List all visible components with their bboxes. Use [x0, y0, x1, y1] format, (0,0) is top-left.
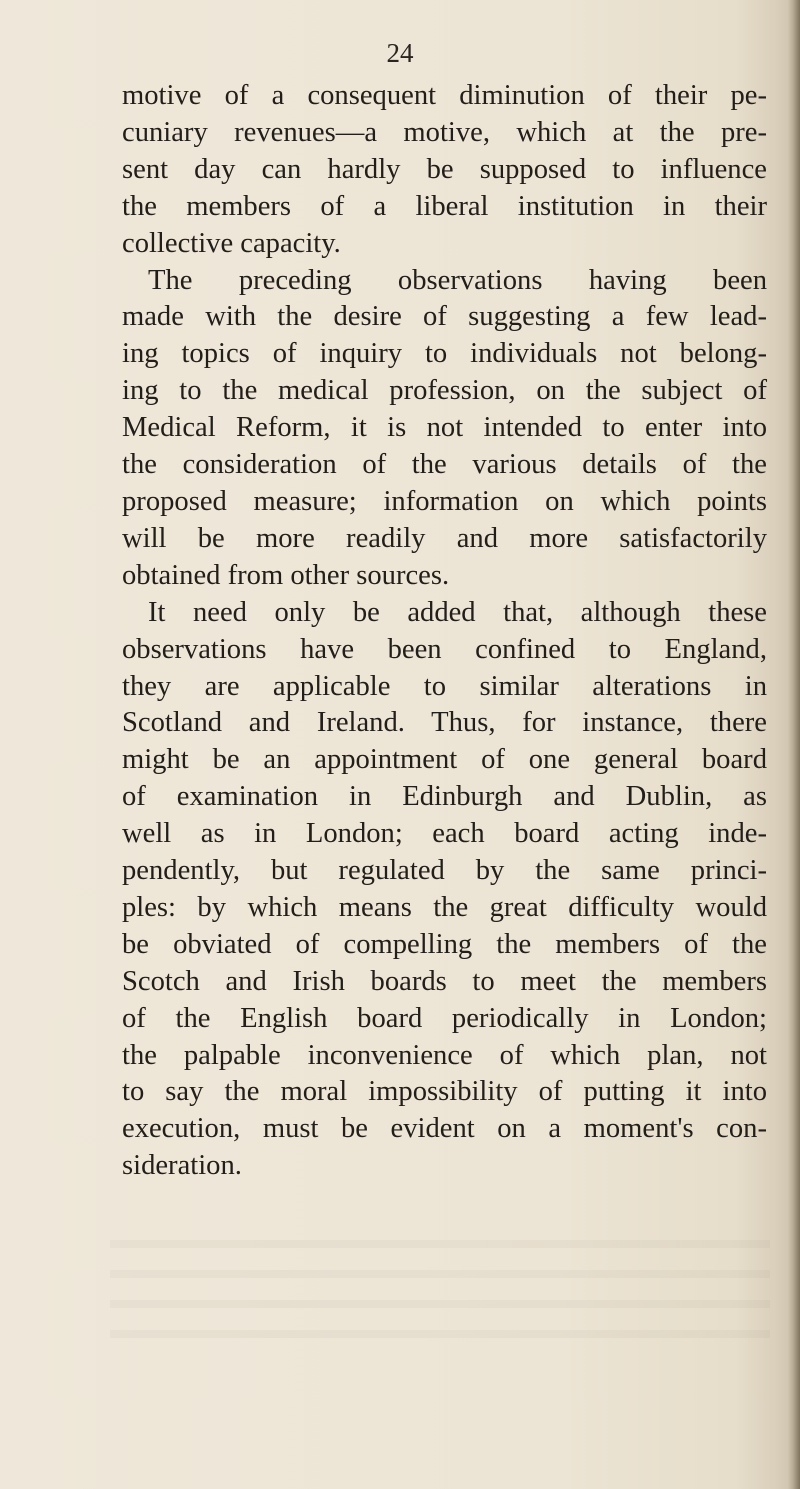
body-text — [122, 78, 767, 1185]
text-line: ples: by which means the great difficulty would — [122, 891, 767, 923]
text-line: Medical Reform, it is not intended to enter into — [122, 412, 767, 444]
text-line: ing to the medical profession, on the subject of — [122, 375, 767, 407]
text-line: Scotch and Irish boards to meet the members — [122, 965, 767, 997]
text-line: execution, must be evident on a moment's con- — [122, 1113, 767, 1145]
text-line: well as in London; each board acting inde- — [122, 818, 767, 850]
text-line: they are applicable to similar alterations in — [122, 670, 767, 702]
page-edge-shadow — [788, 0, 800, 1489]
text-line: the consideration of the various details of the — [122, 449, 767, 481]
text-line: pendently, but regulated by the same princi- — [122, 855, 767, 887]
paragraph-start-line: It need only be added that, although these — [148, 596, 767, 628]
page-number: 24 — [386, 38, 414, 68]
text-line: observations have been confined to England, — [122, 633, 767, 665]
text-line: sent day can hardly be supposed to influence — [122, 153, 767, 185]
text-line: the members of a liberal institution in their — [122, 190, 767, 222]
text-line: made with the desire of suggesting a few lead- — [122, 301, 767, 333]
text-line: Scotland and Ireland. Thus, for instance, there — [122, 707, 767, 739]
text-line: obtained from other sources. — [122, 559, 450, 591]
paragraph-start-line: The preceding observations having been — [148, 264, 767, 296]
text-line: cuniary revenues—a motive, which at the pre- — [122, 116, 767, 148]
text-line: be obviated of compelling the members of the — [122, 928, 767, 960]
text-line: ing topics of inquiry to individuals not belong- — [122, 338, 767, 370]
text-line: the palpable inconvenience of which plan, not — [122, 1039, 767, 1071]
text-line: motive of a consequent diminution of their pe- — [122, 80, 767, 111]
text-line: sideration. — [122, 1150, 242, 1182]
text-line: will be more readily and more satisfactorily — [122, 522, 767, 554]
text-line: might be an appointment of one general board — [122, 744, 767, 776]
show-through-texture — [110, 1240, 770, 1360]
text-line: to say the moral impossibility of putting it into — [122, 1076, 767, 1108]
text-line: of examination in Edinburgh and Dublin, as — [122, 781, 767, 813]
text-line: collective capacity. — [122, 227, 341, 259]
text-line: proposed measure; information on which points — [122, 485, 767, 517]
text-line: of the English board periodically in London; — [122, 1002, 767, 1034]
